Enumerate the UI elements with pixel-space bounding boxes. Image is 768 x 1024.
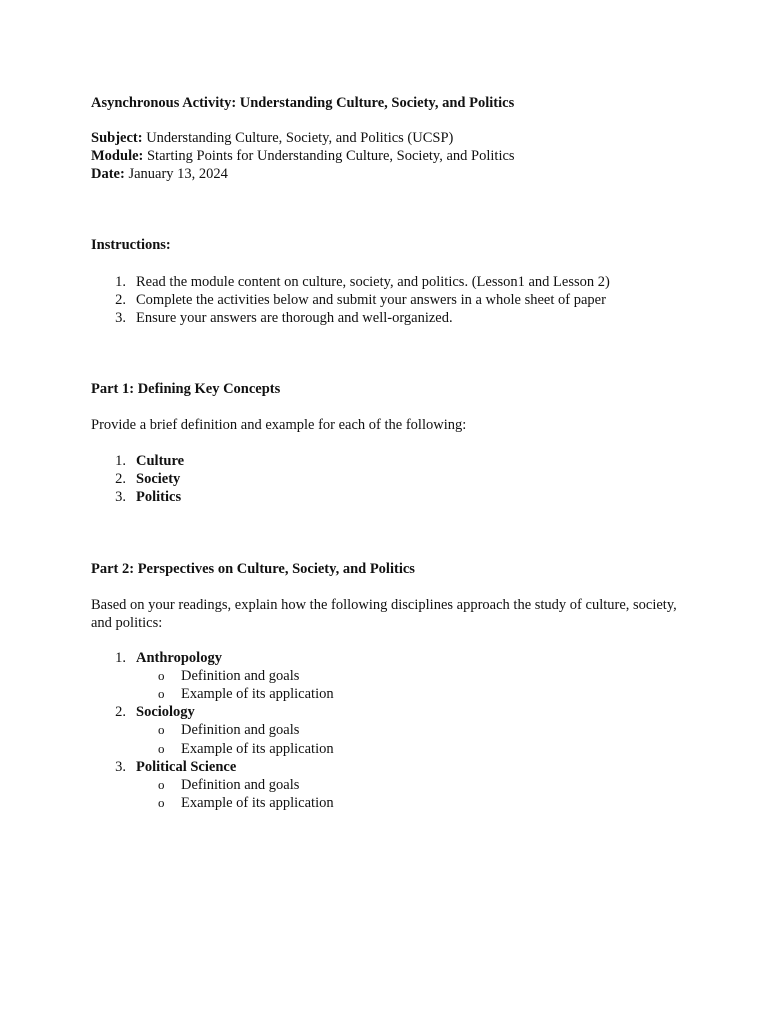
sub-item: [0, 776, 768, 794]
list-number: 1.: [115, 453, 126, 469]
list-number: 3.: [115, 759, 126, 775]
sub-item-text: Definition and goals: [181, 777, 300, 793]
sub-item: [0, 740, 768, 758]
discipline-text: Sociology: [136, 704, 195, 720]
sub-item: [0, 794, 768, 812]
bullet-marker: o: [158, 795, 165, 810]
subject-value: Understanding Culture, Society, and Politics (UCSP): [146, 130, 454, 146]
instruction-text: Complete the activities below and submit your answers in a whole sheet of paper: [136, 292, 606, 308]
subject-line: [91, 129, 453, 147]
sub-item-text: Definition and goals: [181, 722, 300, 738]
concept-item: [0, 452, 768, 470]
sub-item-text: Example of its application: [181, 795, 334, 811]
sub-item: [0, 685, 768, 703]
bullet-marker: o: [158, 668, 165, 683]
list-number: 2.: [115, 292, 126, 308]
bullet-marker: o: [158, 686, 165, 701]
part1-intro: Provide a brief definition and example for each of the following:: [91, 417, 467, 433]
bullet-marker: o: [158, 741, 165, 756]
module-value: Starting Points for Understanding Culture, Society, and Politics: [146, 148, 515, 164]
subject-label: Subject:: [91, 130, 143, 146]
list-number: 1.: [115, 650, 126, 666]
document-title: Asynchronous Activity: Understanding Culture, Society, and Politics: [91, 95, 515, 111]
discipline-item: [0, 649, 768, 667]
concept-item: [0, 470, 768, 488]
module-label: Module:: [91, 148, 144, 164]
instruction-item: [0, 273, 768, 291]
bullet-marker: o: [158, 777, 165, 792]
sub-item-text: Example of its application: [181, 741, 334, 757]
instruction-text: Ensure your answers are thorough and well-organized.: [136, 310, 453, 326]
list-number: 2.: [115, 471, 126, 487]
date-label: Date:: [91, 166, 125, 182]
concept-text: Society: [136, 471, 181, 487]
part2-intro: Based on your readings, explain how the following disciplines approach the study of culture, society, and politics:: [91, 597, 677, 631]
concept-text: Culture: [136, 453, 185, 469]
part2-heading: Part 2: Perspectives on Culture, Society, and Politics: [91, 561, 415, 577]
sub-item-text: Definition and goals: [181, 668, 300, 684]
sub-item-text: Example of its application: [181, 686, 334, 702]
module-line: [91, 147, 515, 165]
date-value: January 13, 2024: [128, 166, 228, 182]
concept-item: [0, 488, 768, 506]
instruction-text: Read the module content on culture, society, and politics. (Lesson1 and Lesson 2): [136, 274, 610, 290]
discipline-item: [0, 703, 768, 721]
list-number: 3.: [115, 489, 126, 505]
concept-text: Politics: [136, 489, 182, 505]
instructions-heading: Instructions:: [91, 237, 171, 253]
instruction-item: [0, 291, 768, 309]
sub-item: [0, 667, 768, 685]
list-number: 1.: [115, 274, 126, 290]
discipline-text: Political Science: [136, 759, 237, 775]
discipline-item: [0, 758, 768, 776]
instruction-item: [0, 309, 768, 327]
date-line: [91, 165, 228, 183]
bullet-marker: o: [158, 722, 165, 737]
list-number: 3.: [115, 310, 126, 326]
discipline-text: Anthropology: [136, 650, 222, 666]
list-number: 2.: [115, 704, 126, 720]
sub-item: [0, 721, 768, 739]
part1-heading: Part 1: Defining Key Concepts: [91, 381, 281, 397]
